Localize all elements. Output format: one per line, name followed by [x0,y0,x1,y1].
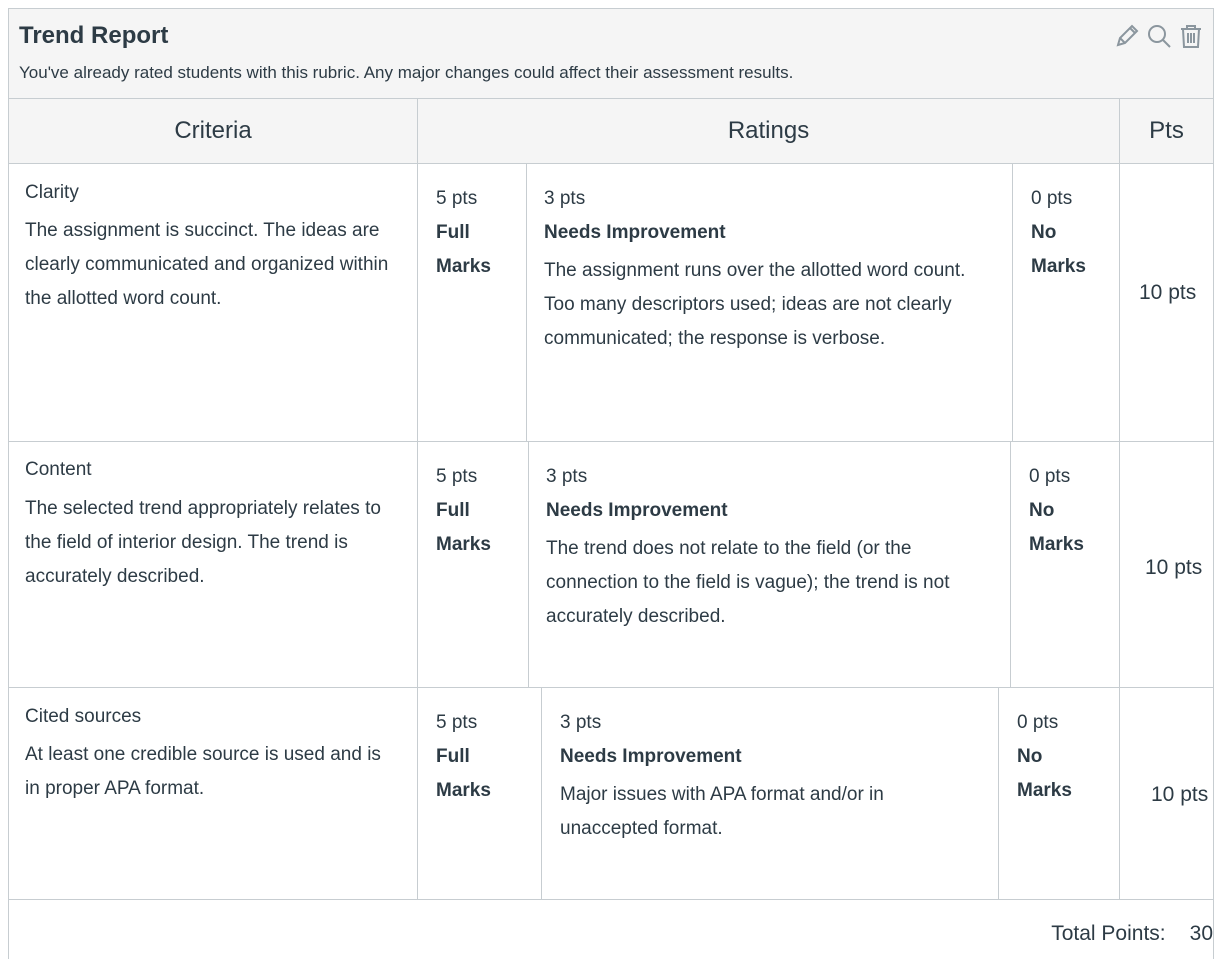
trash-icon[interactable] [1177,21,1205,51]
rating-description: The trend does not relate to the field (or the connection to the field is vague); the trend is not accurately described. [546,538,950,627]
divider [541,688,542,899]
rubric-warning-text: You've already rated students with this rubric. Any major changes could affect their assessment results. [19,63,794,82]
divider [526,164,527,441]
rating-needs-improvement[interactable] [560,706,980,846]
total-points-value: 30 [1189,922,1213,945]
rating-needs-improvement[interactable] [546,460,996,634]
rating-pts: 3 pts [544,188,586,209]
column-header-criteria: Criteria [9,99,417,164]
divider [1010,442,1011,687]
rubric-title: Trend Report [19,22,169,49]
column-header-pts: Pts [1120,99,1213,164]
rating-title: Full Marks [436,500,491,555]
divider [9,441,1213,442]
divider [9,899,1213,900]
rating-title: Needs Improvement [546,500,728,521]
rating-pts: 3 pts [546,466,588,487]
rating-pts: 3 pts [560,712,602,733]
rating-title: Needs Improvement [560,746,742,767]
criterion-description: The assignment is succinct. The ideas are clearly communicated and organized within the allotted word count. [25,220,389,309]
total-points-label: Total Points: [1051,922,1166,945]
divider [528,442,529,687]
rating-no-marks[interactable] [1031,182,1111,284]
rating-no-marks[interactable] [1029,460,1109,562]
criterion-description: At least one credible source is used and is in proper APA format. [25,744,381,799]
rating-full-marks[interactable] [436,460,521,562]
rating-title: No Marks [1031,222,1086,277]
criterion-description: The selected trend appropriately relates to the field of interior design. The trend is accurately described. [25,498,381,587]
rating-needs-improvement[interactable] [544,182,994,356]
rubric-actions [1113,21,1205,51]
pencil-icon[interactable] [1113,21,1141,51]
total-points [1051,922,1213,946]
criterion-points: 10 pts [1151,783,1209,806]
rating-pts: 0 pts [1031,188,1073,209]
rating-full-marks[interactable] [436,182,521,284]
rating-full-marks[interactable] [436,706,521,808]
rating-pts: 5 pts [436,466,478,487]
rating-title: No Marks [1017,746,1072,801]
search-icon[interactable] [1145,21,1173,51]
rating-pts: 5 pts [436,188,478,209]
rating-pts: 0 pts [1029,466,1071,487]
rating-pts: 0 pts [1017,712,1059,733]
divider [9,687,1213,688]
rating-description: The assignment runs over the allotted word count. Too many descriptors used; ideas are not clearly communicated; the response is verbose. [544,260,966,349]
rating-description: Major issues with APA format and/or in unaccepted format. [560,784,884,839]
criterion-name: Cited sources [25,706,142,727]
criterion-name: Content [25,459,92,480]
rating-title: Full Marks [436,746,491,801]
divider [1012,164,1013,441]
rubric-header [9,9,1213,99]
divider [1119,99,1120,899]
divider [417,99,418,899]
divider [998,688,999,899]
criterion-points: 10 pts [1145,556,1203,579]
rating-title: Full Marks [436,222,491,277]
criterion-points: 10 pts [1139,281,1197,304]
rating-title: No Marks [1029,500,1084,555]
column-header-ratings: Ratings [418,99,1119,164]
rating-no-marks[interactable] [1017,706,1102,808]
criterion-name: Clarity [25,182,79,203]
rating-title: Needs Improvement [544,222,726,243]
rubric-panel [8,8,1214,959]
rating-pts: 5 pts [436,712,478,733]
